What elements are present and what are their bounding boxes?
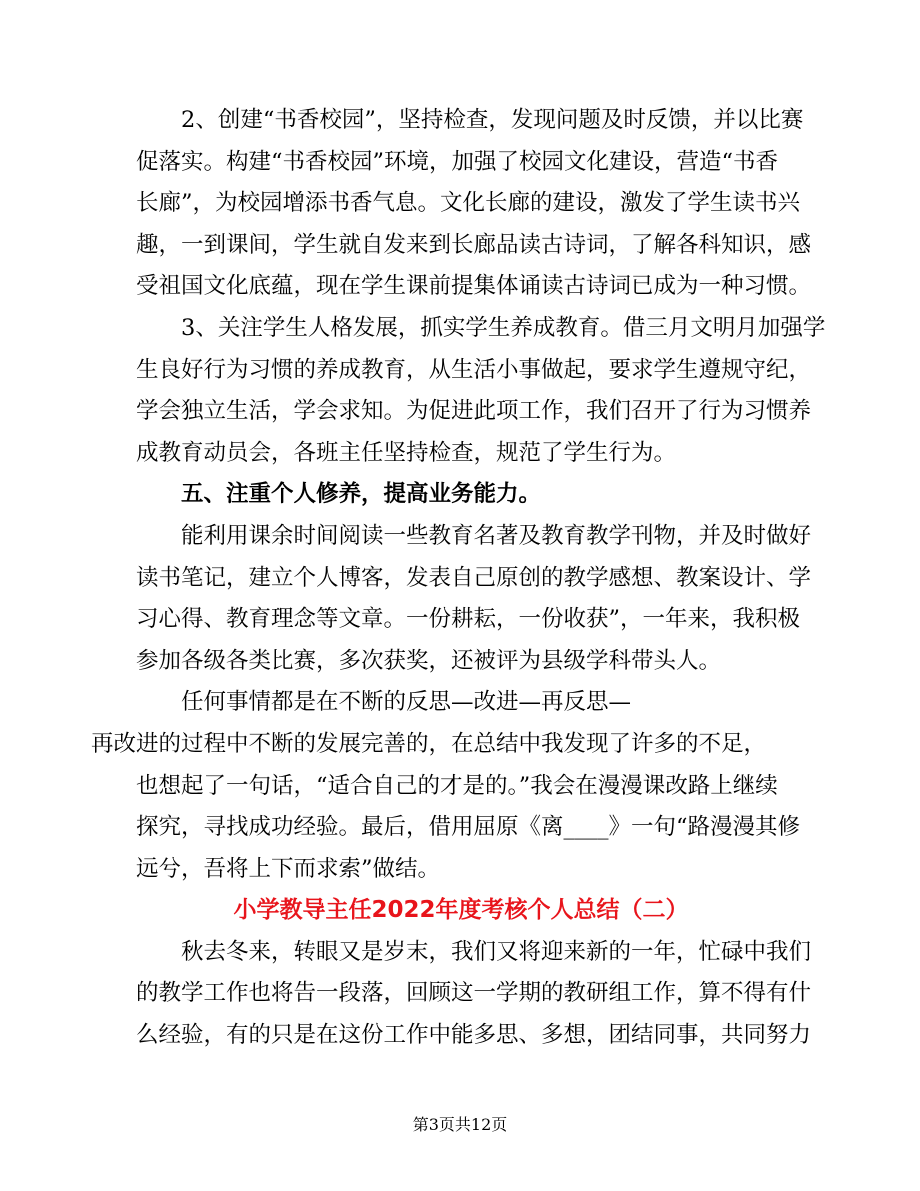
document-body [91,100,826,1057]
paragraph-intro [136,932,812,1057]
text-line: 秋去冬来，转眼又是岁末，我们又将迎来新的一年，忙碌中我们 [181,938,812,965]
text-line: 促落实。构建“书香校园”环境，加强了校园文化建设，营造“书香 [136,148,779,175]
paragraph-reading [136,516,812,682]
text-line: 趣，一到课间，学生就自发来到长廊品读古诗词，了解各科知识，感 [136,231,812,258]
page-footer: 第3页共12页 [412,1115,508,1134]
text-line: 3、关注学生人格发展，抓实学生养成教育。借三月文明月加强学 [181,314,826,341]
paragraph-item-2 [136,100,812,308]
text-line: 再改进的过程中不断的发展完善的，在总结中我发现了许多的不足， [91,730,767,757]
text-line: 的教学工作也将告一段落，回顾这一学期的教研组工作，算不得有什 [136,980,812,1007]
text-line: 能利用课余时间阅读一些教育名著及教育教学刊物，并及时做好 [181,522,812,549]
document-title: 小学教导主任2022年度考核个人总结（二） [233,897,689,924]
text-line: 远兮，吾将上下而求索”做结。 [136,855,441,882]
text-line: 读书笔记，建立个人博客，发表自己原创的教学感想、教案设计、学 [136,564,812,591]
text-line: 受祖国文化底蕴，现在学生课前提集体诵读古诗词已成为一种习惯。 [136,273,812,300]
text-line: 成教育动员会，各班主任坚持检查，规范了学生行为。 [136,439,677,466]
text-line: 任何事情都是在不断的反思—改进—再反思— [181,689,632,716]
text-line: 也想起了一句话，“适合自己的才是的。”我会在漫漫课改路上继续 [136,772,778,799]
text-line: 生良好行为习惯的养成教育，从生活小事做起，要求学生遵规守纪， [136,356,812,383]
text-line: 么经验，有的只是在这份工作中能多思、多想，团结同事，共同努力 [136,1022,812,1049]
text-line: 2、创建“书香校园”，坚持检查，发现问题及时反馈，并以比赛 [181,107,804,133]
paragraph-reflection [91,682,801,890]
text-line: 学会独立生活，学会求知。为促进此项工作，我们召开了行为习惯养 [136,398,812,425]
text-line: 长廊”，为校园增添书香气息。文化长廊的建设，激发了学生读书兴 [136,190,801,217]
text-line: 参加各级各类比赛，多次获奖，还被评为县级学科带头人。 [136,647,722,674]
section-heading: 五、注重个人修养，提高业务能力。 [181,481,542,508]
text-line: 探究，寻找成功经验。最后，借用屈原《离____》一句“路漫漫其修 [136,814,801,841]
text-line: 习心得、教育理念等文章。一份耕耘，一份收获”，一年来，我积极 [136,606,801,633]
paragraph-item-3 [136,308,826,474]
